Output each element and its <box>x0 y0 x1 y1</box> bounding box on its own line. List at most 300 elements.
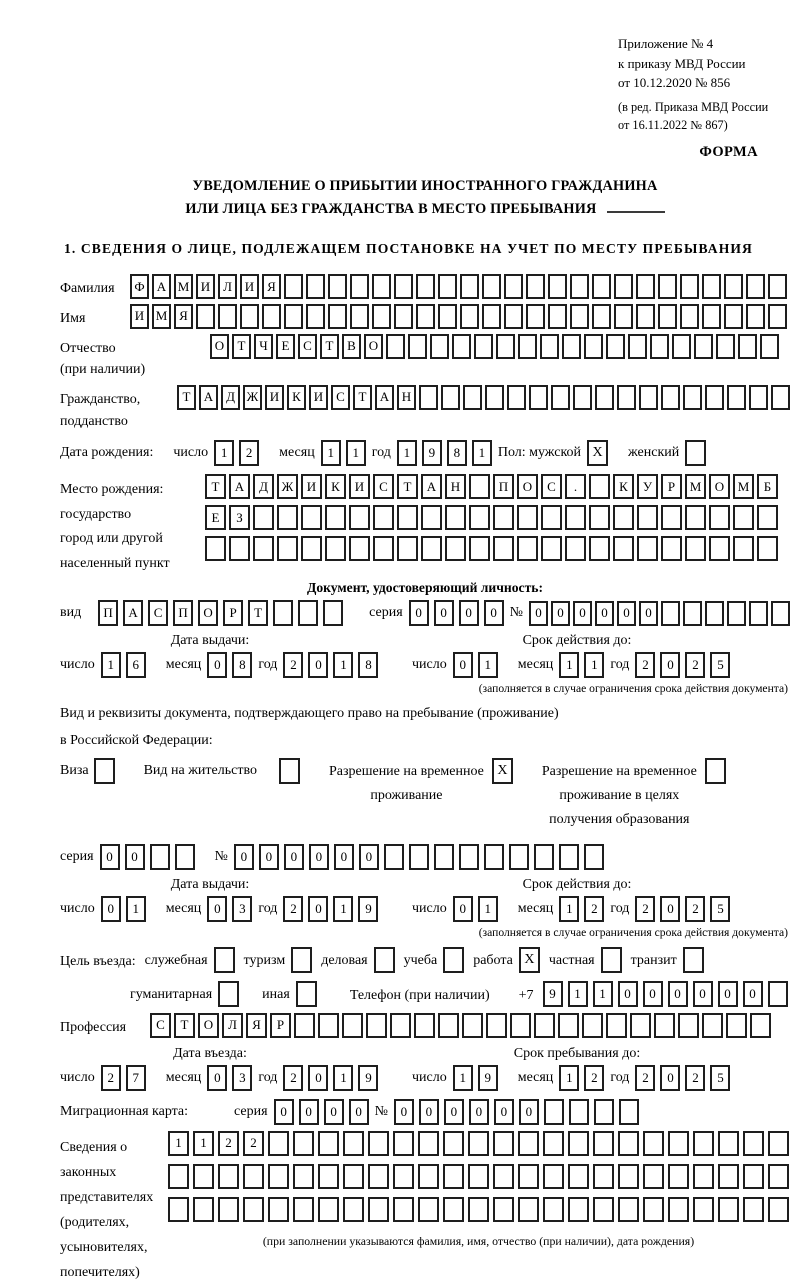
char-cell[interactable] <box>595 385 614 410</box>
char-cell[interactable] <box>350 304 369 329</box>
char-cell[interactable]: К <box>287 385 306 410</box>
char-cell[interactable] <box>592 304 611 329</box>
char-cell[interactable] <box>349 505 370 530</box>
char-cell[interactable] <box>768 1197 789 1222</box>
purpose-other-checkbox[interactable] <box>296 981 317 1007</box>
char-cell[interactable] <box>661 601 680 626</box>
char-cell[interactable] <box>493 536 514 561</box>
char-cell[interactable] <box>529 385 548 410</box>
char-cell[interactable] <box>229 536 250 561</box>
char-cell[interactable] <box>240 304 259 329</box>
char-cell[interactable]: 2 <box>685 1065 705 1091</box>
char-cell[interactable]: 9 <box>543 981 563 1007</box>
char-cell[interactable] <box>343 1197 364 1222</box>
char-cell[interactable]: С <box>541 474 562 499</box>
char-cell[interactable] <box>349 536 370 561</box>
char-cell[interactable]: 2 <box>685 896 705 922</box>
char-cell[interactable] <box>650 334 669 359</box>
char-cell[interactable] <box>518 1131 539 1156</box>
char-cell[interactable]: О <box>364 334 383 359</box>
char-cell[interactable]: 0 <box>299 1099 319 1125</box>
char-cell[interactable]: 1 <box>453 1065 473 1091</box>
char-cell[interactable]: 1 <box>397 440 417 466</box>
char-cell[interactable]: 0 <box>394 1099 414 1125</box>
char-cell[interactable]: С <box>298 334 317 359</box>
char-cell[interactable] <box>750 1013 771 1038</box>
char-cell[interactable] <box>372 274 391 299</box>
char-cell[interactable] <box>668 1197 689 1222</box>
char-cell[interactable]: 2 <box>635 1065 655 1091</box>
char-cell[interactable] <box>284 274 303 299</box>
char-cell[interactable] <box>757 505 778 530</box>
char-cell[interactable] <box>680 304 699 329</box>
char-cell[interactable] <box>306 304 325 329</box>
char-cell[interactable] <box>397 536 418 561</box>
purpose-work-checkbox[interactable]: X <box>519 947 540 973</box>
char-cell[interactable]: 0 <box>234 844 254 870</box>
char-cell[interactable] <box>386 334 405 359</box>
char-cell[interactable] <box>469 474 490 499</box>
char-cell[interactable] <box>654 1013 675 1038</box>
char-cell[interactable] <box>541 536 562 561</box>
char-cell[interactable] <box>768 1131 789 1156</box>
char-cell[interactable]: 3 <box>232 1065 252 1091</box>
char-cell[interactable] <box>746 274 765 299</box>
purpose-commercial-checkbox[interactable] <box>374 947 395 973</box>
char-cell[interactable] <box>705 385 724 410</box>
char-cell[interactable]: 1 <box>193 1131 214 1156</box>
char-cell[interactable]: М <box>174 274 193 299</box>
char-cell[interactable] <box>443 1197 464 1222</box>
char-cell[interactable] <box>573 385 592 410</box>
char-cell[interactable]: К <box>325 474 346 499</box>
char-cell[interactable] <box>584 334 603 359</box>
char-cell[interactable]: 2 <box>635 652 655 678</box>
char-cell[interactable] <box>384 844 404 870</box>
char-cell[interactable] <box>558 1013 579 1038</box>
char-cell[interactable] <box>268 1131 289 1156</box>
char-cell[interactable] <box>175 844 195 870</box>
char-cell[interactable] <box>418 1131 439 1156</box>
char-cell[interactable]: 1 <box>333 652 353 678</box>
char-cell[interactable] <box>474 334 493 359</box>
char-cell[interactable] <box>619 1099 639 1125</box>
char-cell[interactable]: 0 <box>573 601 592 626</box>
char-cell[interactable]: 0 <box>660 652 680 678</box>
char-cell[interactable] <box>445 505 466 530</box>
char-cell[interactable] <box>298 600 318 626</box>
char-cell[interactable] <box>743 1164 764 1189</box>
char-cell[interactable] <box>548 304 567 329</box>
char-cell[interactable] <box>584 844 604 870</box>
char-cell[interactable]: 0 <box>274 1099 294 1125</box>
char-cell[interactable] <box>658 274 677 299</box>
char-cell[interactable]: 0 <box>643 981 663 1007</box>
char-cell[interactable]: 0 <box>459 600 479 626</box>
char-cell[interactable] <box>268 1197 289 1222</box>
char-cell[interactable] <box>685 536 706 561</box>
char-cell[interactable] <box>462 1013 483 1038</box>
char-cell[interactable]: Л <box>218 274 237 299</box>
char-cell[interactable]: И <box>301 474 322 499</box>
char-cell[interactable] <box>658 304 677 329</box>
char-cell[interactable] <box>680 274 699 299</box>
char-cell[interactable] <box>438 304 457 329</box>
char-cell[interactable] <box>294 1013 315 1038</box>
char-cell[interactable] <box>496 334 515 359</box>
char-cell[interactable]: 5 <box>710 896 730 922</box>
char-cell[interactable] <box>768 274 787 299</box>
char-cell[interactable]: Т <box>174 1013 195 1038</box>
char-cell[interactable] <box>606 1013 627 1038</box>
char-cell[interactable]: З <box>229 505 250 530</box>
char-cell[interactable] <box>718 1131 739 1156</box>
char-cell[interactable]: В <box>342 334 361 359</box>
char-cell[interactable] <box>594 1099 614 1125</box>
char-cell[interactable] <box>445 536 466 561</box>
char-cell[interactable]: 0 <box>529 601 548 626</box>
char-cell[interactable] <box>565 536 586 561</box>
char-cell[interactable] <box>421 536 442 561</box>
char-cell[interactable]: Я <box>246 1013 267 1038</box>
char-cell[interactable]: 8 <box>358 652 378 678</box>
char-cell[interactable]: 1 <box>321 440 341 466</box>
char-cell[interactable]: 0 <box>334 844 354 870</box>
char-cell[interactable] <box>630 1013 651 1038</box>
char-cell[interactable] <box>393 1164 414 1189</box>
char-cell[interactable] <box>493 505 514 530</box>
char-cell[interactable] <box>323 600 343 626</box>
char-cell[interactable] <box>613 505 634 530</box>
char-cell[interactable]: Т <box>320 334 339 359</box>
char-cell[interactable] <box>486 1013 507 1038</box>
char-cell[interactable]: 0 <box>419 1099 439 1125</box>
char-cell[interactable] <box>543 1164 564 1189</box>
char-cell[interactable] <box>482 304 501 329</box>
char-cell[interactable]: 1 <box>559 1065 579 1091</box>
char-cell[interactable] <box>582 1013 603 1038</box>
char-cell[interactable] <box>570 274 589 299</box>
char-cell[interactable] <box>733 536 754 561</box>
char-cell[interactable] <box>694 334 713 359</box>
purpose-private-checkbox[interactable] <box>601 947 622 973</box>
char-cell[interactable] <box>518 1164 539 1189</box>
char-cell[interactable]: Я <box>174 304 193 329</box>
char-cell[interactable] <box>534 844 554 870</box>
char-cell[interactable] <box>469 536 490 561</box>
char-cell[interactable] <box>705 601 724 626</box>
char-cell[interactable]: 0 <box>409 600 429 626</box>
char-cell[interactable] <box>325 536 346 561</box>
char-cell[interactable] <box>618 1164 639 1189</box>
char-cell[interactable] <box>504 304 523 329</box>
char-cell[interactable] <box>168 1164 189 1189</box>
char-cell[interactable] <box>718 1197 739 1222</box>
char-cell[interactable] <box>438 274 457 299</box>
char-cell[interactable] <box>540 334 559 359</box>
char-cell[interactable] <box>589 505 610 530</box>
char-cell[interactable] <box>518 1197 539 1222</box>
char-cell[interactable] <box>743 1197 764 1222</box>
char-cell[interactable]: 5 <box>710 1065 730 1091</box>
char-cell[interactable] <box>541 505 562 530</box>
char-cell[interactable] <box>306 274 325 299</box>
char-cell[interactable] <box>509 844 529 870</box>
char-cell[interactable]: А <box>123 600 143 626</box>
char-cell[interactable] <box>205 536 226 561</box>
residence-permit-checkbox[interactable] <box>279 758 300 784</box>
char-cell[interactable]: Р <box>223 600 243 626</box>
char-cell[interactable] <box>193 1197 214 1222</box>
char-cell[interactable]: 2 <box>243 1131 264 1156</box>
char-cell[interactable] <box>318 1197 339 1222</box>
char-cell[interactable]: 0 <box>125 844 145 870</box>
char-cell[interactable] <box>253 536 274 561</box>
char-cell[interactable] <box>419 385 438 410</box>
char-cell[interactable]: М <box>152 304 171 329</box>
char-cell[interactable]: 1 <box>333 1065 353 1091</box>
char-cell[interactable]: 0 <box>309 844 329 870</box>
char-cell[interactable] <box>493 1131 514 1156</box>
char-cell[interactable]: А <box>199 385 218 410</box>
char-cell[interactable]: 1 <box>568 981 588 1007</box>
char-cell[interactable] <box>150 844 170 870</box>
char-cell[interactable] <box>373 536 394 561</box>
char-cell[interactable]: 2 <box>283 652 303 678</box>
char-cell[interactable] <box>325 505 346 530</box>
char-cell[interactable] <box>518 334 537 359</box>
char-cell[interactable]: 1 <box>126 896 146 922</box>
char-cell[interactable] <box>434 844 454 870</box>
char-cell[interactable]: У <box>637 474 658 499</box>
char-cell[interactable]: 0 <box>453 896 473 922</box>
char-cell[interactable] <box>277 505 298 530</box>
char-cell[interactable] <box>168 1197 189 1222</box>
char-cell[interactable]: 9 <box>358 896 378 922</box>
char-cell[interactable] <box>301 505 322 530</box>
char-cell[interactable] <box>559 844 579 870</box>
char-cell[interactable]: Д <box>221 385 240 410</box>
char-cell[interactable] <box>368 1131 389 1156</box>
char-cell[interactable] <box>661 385 680 410</box>
char-cell[interactable]: Т <box>397 474 418 499</box>
char-cell[interactable]: 0 <box>595 601 614 626</box>
char-cell[interactable] <box>318 1013 339 1038</box>
char-cell[interactable] <box>293 1131 314 1156</box>
char-cell[interactable] <box>273 600 293 626</box>
char-cell[interactable] <box>727 601 746 626</box>
char-cell[interactable] <box>592 274 611 299</box>
char-cell[interactable] <box>606 334 625 359</box>
char-cell[interactable] <box>668 1164 689 1189</box>
char-cell[interactable] <box>438 1013 459 1038</box>
char-cell[interactable]: С <box>150 1013 171 1038</box>
char-cell[interactable] <box>460 274 479 299</box>
char-cell[interactable] <box>409 844 429 870</box>
char-cell[interactable] <box>394 304 413 329</box>
char-cell[interactable]: 8 <box>232 652 252 678</box>
char-cell[interactable] <box>768 1164 789 1189</box>
char-cell[interactable]: 8 <box>447 440 467 466</box>
char-cell[interactable]: 1 <box>559 652 579 678</box>
char-cell[interactable] <box>749 601 768 626</box>
char-cell[interactable]: 2 <box>584 896 604 922</box>
char-cell[interactable] <box>262 304 281 329</box>
char-cell[interactable] <box>702 304 721 329</box>
char-cell[interactable]: 0 <box>617 601 636 626</box>
char-cell[interactable]: 2 <box>584 1065 604 1091</box>
char-cell[interactable] <box>318 1164 339 1189</box>
char-cell[interactable] <box>469 505 490 530</box>
char-cell[interactable]: Ф <box>130 274 149 299</box>
char-cell[interactable] <box>543 1131 564 1156</box>
char-cell[interactable]: Т <box>353 385 372 410</box>
char-cell[interactable] <box>637 505 658 530</box>
char-cell[interactable] <box>328 274 347 299</box>
char-cell[interactable]: 0 <box>743 981 763 1007</box>
char-cell[interactable] <box>593 1197 614 1222</box>
char-cell[interactable] <box>589 536 610 561</box>
char-cell[interactable] <box>416 304 435 329</box>
char-cell[interactable] <box>618 1197 639 1222</box>
char-cell[interactable] <box>709 536 730 561</box>
char-cell[interactable] <box>637 536 658 561</box>
char-cell[interactable] <box>421 505 442 530</box>
char-cell[interactable] <box>570 304 589 329</box>
char-cell[interactable] <box>757 536 778 561</box>
char-cell[interactable] <box>443 1131 464 1156</box>
char-cell[interactable] <box>373 505 394 530</box>
char-cell[interactable] <box>493 1197 514 1222</box>
char-cell[interactable]: 9 <box>358 1065 378 1091</box>
char-cell[interactable] <box>726 1013 747 1038</box>
char-cell[interactable]: С <box>373 474 394 499</box>
char-cell[interactable]: 0 <box>668 981 688 1007</box>
char-cell[interactable]: 5 <box>710 652 730 678</box>
purpose-business-checkbox[interactable] <box>214 947 235 973</box>
char-cell[interactable] <box>749 385 768 410</box>
char-cell[interactable] <box>284 304 303 329</box>
char-cell[interactable]: 0 <box>660 896 680 922</box>
char-cell[interactable] <box>618 1131 639 1156</box>
char-cell[interactable]: 0 <box>551 601 570 626</box>
char-cell[interactable]: 0 <box>308 896 328 922</box>
char-cell[interactable]: 2 <box>283 1065 303 1091</box>
char-cell[interactable]: Т <box>248 600 268 626</box>
char-cell[interactable]: И <box>130 304 149 329</box>
char-cell[interactable]: 1 <box>584 652 604 678</box>
char-cell[interactable] <box>593 1164 614 1189</box>
char-cell[interactable]: 0 <box>359 844 379 870</box>
char-cell[interactable]: Ч <box>254 334 273 359</box>
char-cell[interactable]: Е <box>276 334 295 359</box>
char-cell[interactable] <box>394 274 413 299</box>
char-cell[interactable] <box>678 1013 699 1038</box>
char-cell[interactable] <box>643 1131 664 1156</box>
char-cell[interactable] <box>468 1131 489 1156</box>
char-cell[interactable] <box>342 1013 363 1038</box>
char-cell[interactable]: П <box>98 600 118 626</box>
char-cell[interactable]: И <box>349 474 370 499</box>
char-cell[interactable]: 1 <box>214 440 234 466</box>
char-cell[interactable] <box>468 1164 489 1189</box>
char-cell[interactable]: С <box>331 385 350 410</box>
char-cell[interactable] <box>568 1164 589 1189</box>
char-cell[interactable] <box>643 1197 664 1222</box>
char-cell[interactable] <box>510 1013 531 1038</box>
char-cell[interactable] <box>716 334 735 359</box>
char-cell[interactable] <box>746 304 765 329</box>
char-cell[interactable]: 2 <box>239 440 259 466</box>
char-cell[interactable]: И <box>265 385 284 410</box>
char-cell[interactable] <box>628 334 647 359</box>
char-cell[interactable] <box>243 1197 264 1222</box>
char-cell[interactable]: 0 <box>718 981 738 1007</box>
char-cell[interactable]: К <box>613 474 634 499</box>
char-cell[interactable]: А <box>229 474 250 499</box>
char-cell[interactable] <box>683 385 702 410</box>
char-cell[interactable] <box>562 334 581 359</box>
char-cell[interactable] <box>593 1131 614 1156</box>
char-cell[interactable] <box>268 1164 289 1189</box>
char-cell[interactable] <box>727 385 746 410</box>
char-cell[interactable]: 0 <box>434 600 454 626</box>
char-cell[interactable]: 1 <box>478 896 498 922</box>
char-cell[interactable] <box>551 385 570 410</box>
char-cell[interactable] <box>517 505 538 530</box>
char-cell[interactable] <box>693 1164 714 1189</box>
char-cell[interactable] <box>253 505 274 530</box>
char-cell[interactable] <box>243 1164 264 1189</box>
char-cell[interactable]: Ж <box>243 385 262 410</box>
char-cell[interactable]: М <box>733 474 754 499</box>
char-cell[interactable] <box>507 385 526 410</box>
char-cell[interactable]: Е <box>205 505 226 530</box>
char-cell[interactable]: 0 <box>101 896 121 922</box>
char-cell[interactable]: 0 <box>639 601 658 626</box>
char-cell[interactable]: Н <box>445 474 466 499</box>
char-cell[interactable]: 0 <box>494 1099 514 1125</box>
char-cell[interactable] <box>565 505 586 530</box>
char-cell[interactable] <box>709 505 730 530</box>
visa-checkbox[interactable] <box>94 758 115 784</box>
char-cell[interactable] <box>193 1164 214 1189</box>
char-cell[interactable]: 1 <box>472 440 492 466</box>
char-cell[interactable]: И <box>196 274 215 299</box>
char-cell[interactable] <box>408 334 427 359</box>
char-cell[interactable]: А <box>152 274 171 299</box>
char-cell[interactable] <box>196 304 215 329</box>
char-cell[interactable] <box>485 385 504 410</box>
char-cell[interactable] <box>218 304 237 329</box>
char-cell[interactable]: 1 <box>593 981 613 1007</box>
char-cell[interactable] <box>661 536 682 561</box>
char-cell[interactable]: А <box>421 474 442 499</box>
char-cell[interactable] <box>636 274 655 299</box>
char-cell[interactable] <box>526 274 545 299</box>
temp-permit-checkbox[interactable]: X <box>492 758 513 784</box>
char-cell[interactable] <box>702 1013 723 1038</box>
char-cell[interactable]: 0 <box>207 1065 227 1091</box>
char-cell[interactable]: Т <box>205 474 226 499</box>
char-cell[interactable]: Д <box>253 474 274 499</box>
char-cell[interactable] <box>416 274 435 299</box>
char-cell[interactable] <box>693 1131 714 1156</box>
char-cell[interactable]: 0 <box>308 1065 328 1091</box>
char-cell[interactable]: М <box>685 474 706 499</box>
char-cell[interactable]: 0 <box>324 1099 344 1125</box>
char-cell[interactable] <box>526 304 545 329</box>
